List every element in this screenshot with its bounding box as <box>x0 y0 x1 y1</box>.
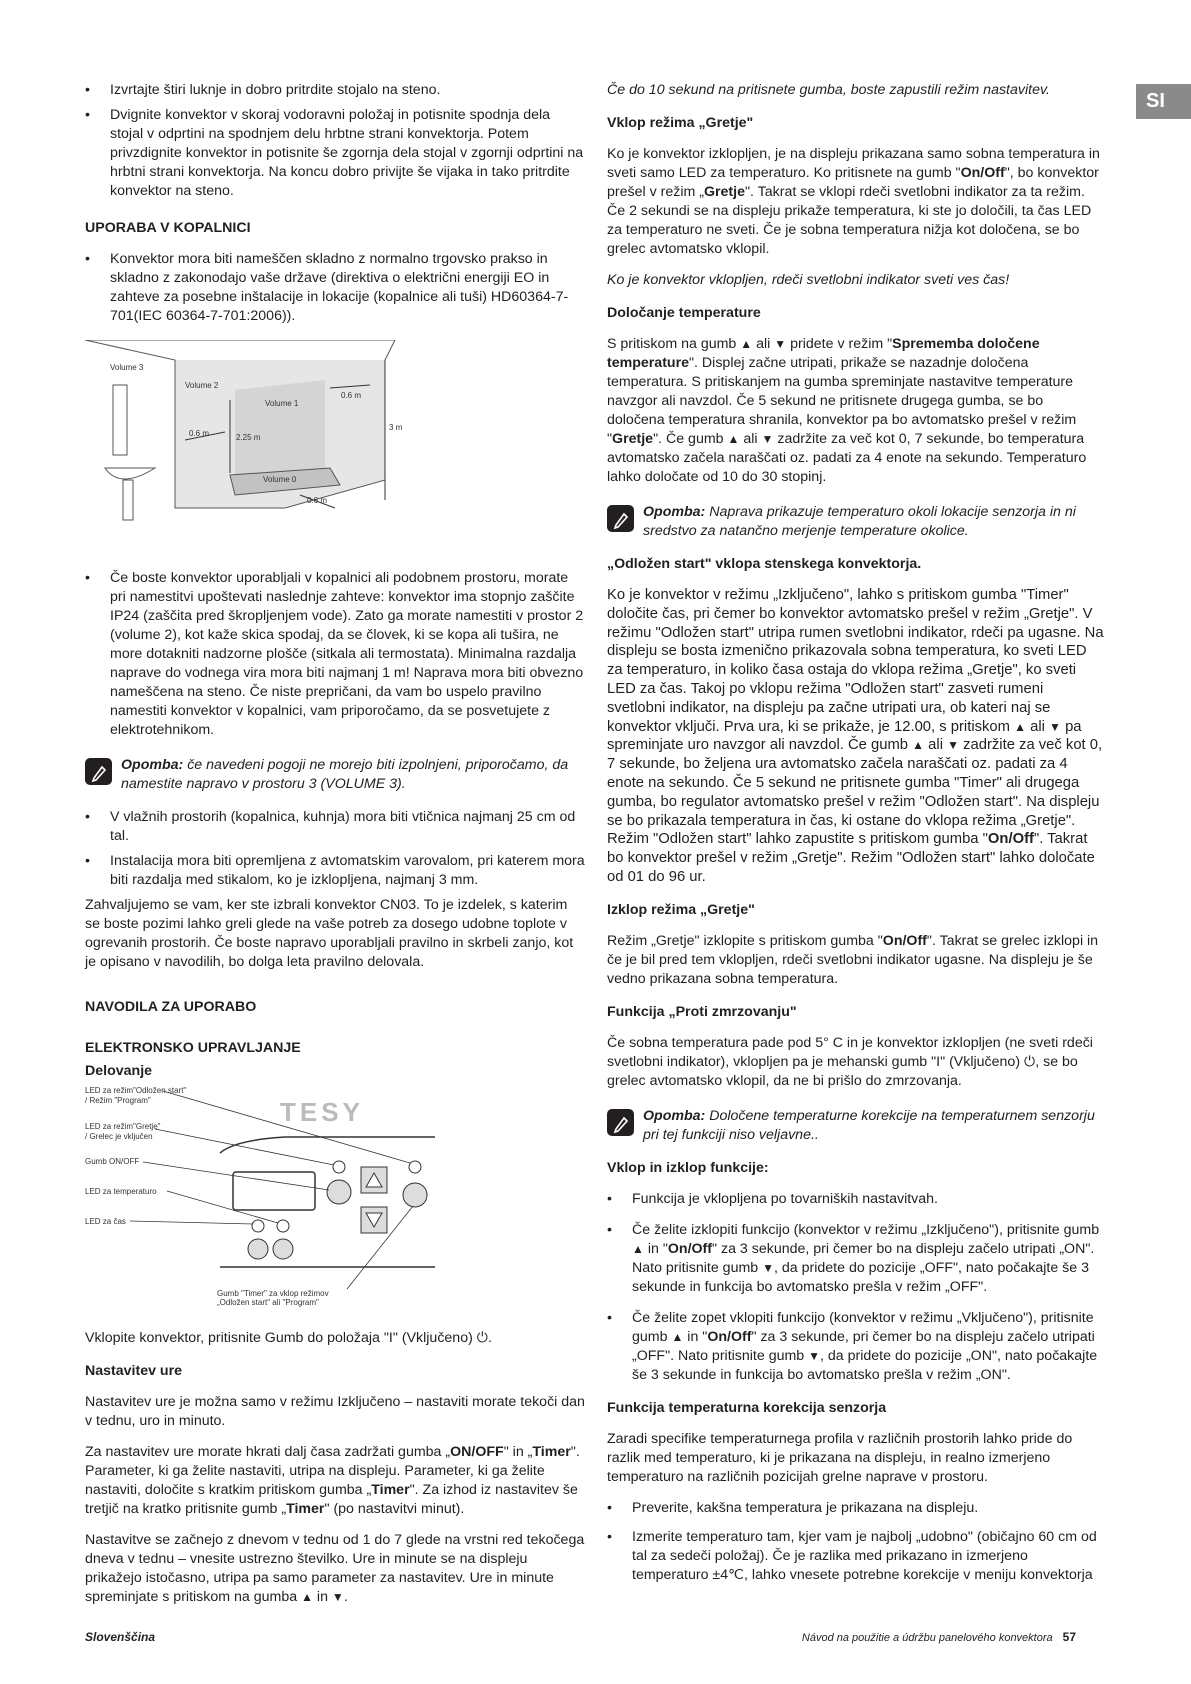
temp-h: ali <box>743 431 758 447</box>
clock2-e: ". Parameter, ki ga želite nastaviti, utripa na displeju. Parameter, ki ga želite nastaviti, določite s kratkim pritiskom gumba „ <box>85 1444 580 1498</box>
up-arrow-icon: ▲ <box>301 1590 313 1604</box>
heading-heat-off: Izklop režima „Gretje" <box>607 901 755 918</box>
up-arrow-icon: ▲ <box>1014 719 1026 734</box>
note2-text: Naprava prikazuje temperaturo okoli lokacije senzorja in ni sredstvo za natančno merjenje temperature okolice. <box>643 504 1076 539</box>
bullet-installation-standard: • Konvektor mora biti nameščen skladno z normalno trgovsko prakso in skladno z zakonodajo vaše države (direktiva o električni energiji EO in zahteve za posebne inštalacije in lokacije (kopalnice ali tuši) HD60364-7-701(IEC 60364-7-701:2006)). <box>85 250 585 326</box>
switch-on-text: Vklopite konvektor, pritisnite Gumb do položaja "I" (Vključeno) <box>85 1330 473 1346</box>
clock2-timer-3: Timer <box>286 1501 325 1517</box>
delay-e: zadržite za več kot 0, 7 sekunde, bo željena ura avtomatsko začela naraščati oz. padati za 4 enote na sekundo. Če 5 sekund ne pritisnete gumba "Timer" ali drugega gumba, bo regulator avtomatsko prešel v režim "Odložen start". Na displeju se bo prikazala temperatura in čas, ki ostane do vklopa režima „Gretje". Režim "Odložen start" lahko zapustite s pritiskom gumba " <box>607 737 1103 848</box>
label-led-delay-2: / Režim "Program" <box>85 1096 151 1105</box>
fn2-e: , da pridete do pozicije „OFF", nato počakajte še 3 sekunde in funkcija bo avtomatsko prešla v režim „OFF". <box>632 1259 1089 1295</box>
leader-led-temp <box>167 1191 278 1223</box>
bullet-measure-temperature: • Izmerite temperaturo tam, kjer vam je najbolj „udobno" (običajno 60 cm od tal za sedeči položaj). Če je razlika med prikazano in izmerjeno temperaturo ±4℃, lahko vnesete potrebne korekcije v meniju konvektorja <box>607 1528 1104 1585</box>
page-number: 57 <box>1062 1630 1076 1644</box>
delay-a: Ko je konvektor v režimu „Izključeno", lahko s pritiskom gumba "Timer" določite čas, pri čemer bo konvektor avtomatsko prešel v režim „Gretje". V režimu "Odložen start" utripa rumen svetlobni indikator, rdeči pa ugasne. Na displeju se bosta izmenično prikazovala sobna temperatura, ko sveti LED za temperaturo, in koliko časa ostaja do vklopa režima „Gretje", ko sveti LED za čas. Takoj po vklopu režima "Odložen start" zasveti rumeni svetlobni indikator, na displeju pa začne utripati ura, ob kateri naj se konvektor vključi. Prva ura, ki se prikaže, je 12.00, s pritiskom <box>607 587 1104 735</box>
footer-right <box>802 1630 1076 1644</box>
led-heat <box>333 1161 345 1173</box>
temp-c: pridete v režim " <box>790 336 893 352</box>
footer-doc-title: Návod na použitie a údržbu panelového konvektora <box>801 1632 1053 1644</box>
delay-b: ali <box>1030 718 1045 735</box>
clock3-a: Nastavitve se začnejo z dnevom v tednu od 1 do 7 glede na vrstni red tekočega dneva v tednu – vnesite ustrezno številko. Ure in minute se na displeju prikažejo istočasno, utripa pa samo parameter za nastavitev. Ure in minute spreminjate s pritiskom na gumba <box>85 1532 585 1605</box>
heading-frost: Funkcija „Proti zmrzovanju" <box>607 1003 797 1020</box>
led-time <box>252 1220 264 1232</box>
paragraph-clock-3: Nastavitve se začnejo z dnevom v tednu od 1 do 7 glede na vrstni red tekočega dneva v tednu – vnesite ustrezno številko. Ure in minute se na displeju prikažejo istočasno, utripa pa samo parameter za nastavitev. Ure in minute spreminjate s pritiskom na gumba ▲ in ▼. <box>85 1532 585 1605</box>
paragraph-thanks: Zahvaljujemo se vam, ker ste izbrali konvektor CN03. To je izdelek, s katerim se boste pozimi lahko greli glede na vaše potreb za dosego udobne toplote v ogrevanih prostorih. Če boste napravo uporabljali pravilno in skrbeli zanjo, kot je opisano v navodilih, bo dolga leta pravilno delovala. <box>85 897 574 970</box>
paragraph-heat-2: Ko je konvektor vklopljen, rdeči svetlobni indikator sveti ves čas! <box>607 272 1010 288</box>
footer-language: Slovenščina <box>85 1630 156 1644</box>
control-panel-diagram <box>85 1085 585 1323</box>
temp-g: ". Če gumb <box>653 431 724 447</box>
frost-b: , se bo grelec avtomatsko vklopil, da ne bi prišlo do zmrzovanja. <box>607 1053 1078 1089</box>
paragraph-switch-on: Vklopite konvektor, pritisnite Gumb do položaja "I" (Vključeno) ⏻. <box>85 1330 492 1346</box>
bathroom-zones-svg <box>85 340 585 545</box>
note2-label: Opomba: <box>643 504 706 520</box>
paragraph-sensor-correction: Zaradi specifike temperaturnega profila v različnih prostorih lahko pride do razlik med temperaturo, ki je prikazana na displeju, in realno izmerjeno temperaturo na različnih pozicijah grelne naprave v prostoru. <box>607 1430 1073 1485</box>
temp-i: zadržite za več kot 0, 7 sekunde, bo temperatura avtomatsko začela naraščati oz. padati za 4 enote na sekundo. Temperaturo lahko določate od 10 do 30 stopinj. <box>607 431 1087 485</box>
fn2-a: Če želite izklopiti funkcijo (konvektor v režimu „Izključeno"), pritisnite gumb <box>632 1221 1100 1238</box>
left-column <box>85 81 585 1619</box>
fn3-b: in " <box>687 1328 708 1345</box>
up-arrow-icon: ▲ <box>671 1329 684 1344</box>
heat1-a: Ko je konvektor izklopljen, je na displeju prikazana samo sobna temperatura in sveti samo LED za temperaturo. Ko pritisnete na gumb " <box>607 146 1100 181</box>
bullet-breaker: • Instalacija mora biti opremljena z avtomatskim varovalom, pri katerem mora biti razdalja med stikalom, ko je izklopljena, najmanj 3 mm. <box>85 852 585 890</box>
label-225: 2.25 m <box>236 433 261 442</box>
up-arrow-icon: ▲ <box>632 1241 644 1256</box>
clock2-c: " in „ <box>503 1444 533 1460</box>
bullet-socket-height: • V vlažnih prostorih (kopalnica, kuhnja) mora biti vtičnica najmanj 25 cm od tal. <box>85 808 585 846</box>
down-arrow-icon: ▼ <box>808 1348 821 1363</box>
label-06-a: 0.6 m <box>189 429 210 438</box>
note3-text: Določene temperaturne korekcije na temperaturnem senzorju pri tej funkciji niso veljavne.. <box>643 1107 1095 1143</box>
bathroom-zones-diagram <box>85 340 585 551</box>
heat1-c: ", bo konvektor prešel v režim „ <box>607 165 1099 200</box>
heading-sensor-correction: Funkcija temperaturna korekcija senzorja <box>607 1399 887 1416</box>
temp-mode-name: Sprememba določene temperature <box>607 336 1040 371</box>
label-volume0: Volume 0 <box>263 475 297 484</box>
delay-onoff: On/Off <box>987 831 1034 848</box>
timer-button <box>403 1183 427 1207</box>
clock2-a: Za nastavitev ure morate hkrati dalj časa zadržati gumba „ <box>85 1444 451 1460</box>
up-arrow-icon: ▲ <box>740 337 753 351</box>
label-led-delay: LED za režim"Odložen start" <box>85 1086 187 1095</box>
label-volume3: Volume 3 <box>110 363 144 372</box>
heading-delayed-start: „Odložen start" vklopa stenskega konvektorja. <box>607 556 922 572</box>
leader-onoff <box>143 1162 329 1190</box>
heading-electronic-control: ELEKTRONSKO UPRAVLJANJE <box>85 1040 301 1056</box>
panel-top-edge <box>220 1137 435 1153</box>
heading-operation: Delovanje <box>85 1063 153 1079</box>
pencil-note-icon <box>85 758 112 785</box>
down-arrow-icon: ▼ <box>761 432 774 446</box>
note1-text: če navedeni pogoji ne morejo biti izpolnjeni, priporočamo, da namestite napravo v prostoru 3 (VOLUME 3). <box>121 757 569 792</box>
delay-g: ". Takrat bo konvektor prešel v režim „Gretje". Režim "Odložen start" lahko določate od 01 do 96 ur. <box>607 831 1095 885</box>
label-led-temp: LED za temperaturo <box>85 1187 157 1196</box>
paragraph-delayed-start <box>607 586 1104 887</box>
volume1-area <box>235 380 325 475</box>
clock2-i: " (po nastavitvi minut). <box>324 1501 465 1517</box>
temp-b: ali <box>756 336 771 352</box>
switch-symbol-icon: ⏻ <box>476 1330 488 1346</box>
bullet-function-default: • Funkcija je vklopljena po tovarniških nastavitvah. <box>607 1190 1104 1209</box>
bullet-drill-holes: • Izvrtajte štiri luknje in dobro pritrdite stojalo na steno. <box>85 81 585 100</box>
language-tab: SI <box>1136 84 1191 119</box>
fn3-d: " za 3 sekunde, pri čemer bo na displeju začelo utripati „OFF". Nato pritisnite gumb <box>632 1328 1095 1364</box>
power-icon-button <box>248 1239 268 1259</box>
heading-instructions: NAVODILA ZA UPORABO <box>85 999 257 1015</box>
heat1-onoff: On/Off <box>960 165 1005 181</box>
fn2-d: " za 3 sekunde, pri čemer bo na displeju začelo utripati „ON". Nato pritisnite gumb <box>632 1240 1095 1276</box>
paragraph-frost <box>607 1034 1104 1091</box>
frost-icon-button <box>273 1239 293 1259</box>
onoff-button <box>327 1180 351 1204</box>
label-led-heat: LED za režim"Gretje" <box>85 1122 161 1131</box>
right-column <box>607 81 1104 1591</box>
temp-e: ". Displej začne utripati, prikaže se nazadnje določena temperatura. S pritiskanjem na gumba spreminjate nastavitve temperature navzgor ali navzdol. Če 5 sekund ne pritisnete drugega gumba, se bo določena temperatura shranila, konvektor pa bo avtomatsko prešel v režim " <box>607 355 1077 447</box>
off-a: Režim „Gretje" izklopite s pritiskom gumba " <box>607 932 883 949</box>
paragraph-exit-settings: Če do 10 sekund na pritisnete gumba, boste zapustili režim nastavitev. <box>607 82 1050 98</box>
bullet-function-off <box>607 1221 1104 1297</box>
delay-c: pa spreminjate uro navzgor ali navzdol. Če gumb <box>607 718 1082 754</box>
switch-symbol-icon: ⏻ <box>1024 1053 1036 1070</box>
clock2-g: ". Za izhod iz nastavitev še tretjič na kratko pritisnite gumb „ <box>85 1482 578 1517</box>
paragraph-clock-2 <box>85 1443 585 1519</box>
label-volume1: Volume 1 <box>265 399 299 408</box>
mirror <box>113 385 127 455</box>
down-arrow-icon: ▼ <box>947 738 959 753</box>
brand-logo: TESY <box>280 1097 364 1127</box>
fn3-a: Če želite zopet vklopiti funkcijo (konvektor v režimu „Vključeno"), pritisnite gumb <box>632 1309 1094 1345</box>
label-led-heat-2: / Grelec je vključen <box>85 1132 153 1141</box>
label-3m: 3 m <box>389 423 403 432</box>
fn3-onoff: On/Off <box>707 1328 752 1345</box>
heat1-e: ". Takrat se vklopi rdeči svetlobni indikator za ta režim. Če 2 sekundi se na displeju prikaže temperatura, ki ste jo določili, ta čas LED za temperaturo ne sveti. Če je sobna temperatura nižja kot določena, se bo grelec avtomatsko vklopil. <box>607 184 1092 257</box>
clock3-b: in <box>316 1589 328 1605</box>
delay-d: ali <box>928 737 943 754</box>
up-arrow-icon: ▲ <box>727 432 740 446</box>
off-onoff: On/Off <box>882 932 927 949</box>
label-volume2: Volume 2 <box>185 381 219 390</box>
heading-function-on-off: Vklop in izklop funkcije: <box>607 1159 769 1176</box>
label-led-time: LED za čas <box>85 1217 126 1226</box>
pencil-note-icon <box>607 1109 634 1136</box>
down-arrow-icon: ▼ <box>762 1260 775 1275</box>
down-arrow-icon: ▼ <box>774 337 787 351</box>
led-delay <box>409 1161 421 1173</box>
temp-gretje: Gretje <box>612 431 654 447</box>
clock2-timer-2: Timer <box>371 1482 410 1498</box>
label-onoff-button: Gumb ON/OFF <box>85 1157 140 1166</box>
clock2-timer: Timer <box>532 1444 571 1460</box>
frost-a: Če sobna temperatura pade pod 5° C in je konvektor izklopljen (ne sveti rdeči svetlobni indikator), vklopljen pa je mehanski gumb "I" (Vključeno) <box>607 1034 1093 1070</box>
note1-label: Opomba: <box>121 757 184 773</box>
clock2-onoff: ON/OFF <box>450 1444 504 1460</box>
heading-clock-setting: Nastavitev ure <box>85 1363 182 1379</box>
control-panel-svg <box>85 1085 585 1317</box>
note3-label: Opomba: <box>643 1107 706 1124</box>
led-temp <box>277 1220 289 1232</box>
bullet-check-display: • Preverite, kakšna temperatura je prikazana na displeju. <box>607 1499 1104 1518</box>
temp-a: S pritiskom na gumb <box>607 336 737 352</box>
heading-set-temperature: Določanje temperature <box>607 305 761 321</box>
note-frost <box>607 1107 1104 1145</box>
up-arrow-icon: ▲ <box>912 738 925 753</box>
down-arrow-icon: ▼ <box>1049 719 1061 734</box>
heading-bathroom-use: UPORABA V KOPALNICI <box>85 220 251 236</box>
note-volume3 <box>85 756 585 794</box>
note-sensor <box>607 503 1104 541</box>
fn3-e: , da pridete do pozicije „ON", nato počakajte še 3 sekunde in funkcija bo avtomatsko prešla v režim „ON". <box>632 1347 1098 1383</box>
washbasin-pedestal <box>123 480 133 520</box>
fn2-b: in " <box>647 1240 668 1257</box>
label-timer-button: Gumb "Timer" za vklop režimov <box>217 1289 329 1298</box>
fn2-onoff: On/Off <box>667 1240 713 1257</box>
heat1-gretje: Gretje <box>703 184 745 200</box>
paragraph-clock-1: Nastavitev ure je možna samo v režimu Izključeno – nastaviti morate tekoči dan v tednu, uro in minuto. <box>85 1394 585 1429</box>
leader-led-time <box>130 1221 253 1224</box>
paragraph-temperature <box>607 335 1104 487</box>
paragraph-heat-off <box>607 932 1104 989</box>
paragraph-heat-1 <box>607 145 1104 259</box>
bullet-lift-convector: • Dvignite konvektor v skoraj vodoravni položaj in potisnite spodnja dela stojal v odprtini na spodnjem delu hrbtne strani konvektorja. Potem privzdignite konvektor in potisnite še zgornja dela stojal v zgornji odprtini na hrbtni strani konvektorja. Na koncu dobro privijte še vijaka in tako pritrdite konvektor na steno. <box>85 106 585 201</box>
label-timer-button-2: „Odložen start" ali "Program" <box>217 1298 319 1307</box>
off-c: ". Takrat se grelec izklopi in če je bil pred tem vklopljen, rdeči svetlobni indikator ugasne. Na displeju je še vedno prikazana sobna temperatura. <box>607 932 1099 987</box>
label-06-b: 0.6 m <box>341 391 362 400</box>
washbasin <box>105 468 155 479</box>
heading-heat-on: Vklop režima „Gretje" <box>607 115 754 131</box>
bullet-function-on <box>607 1309 1104 1385</box>
down-arrow-icon: ▼ <box>331 1590 344 1604</box>
leader-led-heat <box>155 1129 334 1165</box>
label-06-c: 0.6 m <box>307 496 328 505</box>
bullet-bathroom-requirements: • Če boste konvektor uporabljali v kopalnici ali podobnem prostoru, morate pri namestitvi upoštevati naslednje zahteve: konvektor ima stopnjo zaščite IP24 (zaščita pred škropljenjem vode). Zato ga morate namestiti v prostor 2 (volume 2), kot kaže skica spodaj, da se človek, ki se kopa ali tuširа, ne more dotakniti nadzorne plošče (sitkala ali termostata). Minimalna razdalja naprave do vodnega vira mora biti najmanj 1 m! Naprava mora biti obvezno nameščena na steno. Če niste prepričani, da vam bo uspelo pravilno namestiti konvektor v kopalnici, vam priporočamo, da se posvetujete z elektrotehnikom. <box>85 569 585 740</box>
pencil-note-icon <box>607 505 634 532</box>
